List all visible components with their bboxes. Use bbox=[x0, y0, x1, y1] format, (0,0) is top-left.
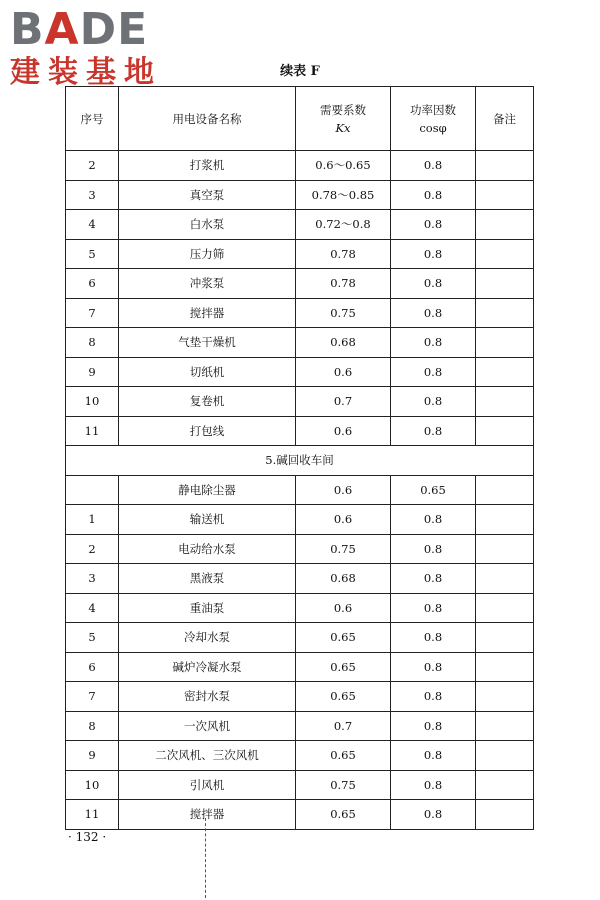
cell-name: 复卷机 bbox=[119, 387, 296, 417]
cell-kx: 0.75 bbox=[296, 534, 391, 564]
table-row bbox=[66, 239, 534, 269]
table-row bbox=[66, 357, 534, 387]
cell-name: 黑液泵 bbox=[119, 564, 296, 594]
cell-pf: 0.8 bbox=[391, 593, 476, 623]
cell-pf: 0.8 bbox=[391, 269, 476, 299]
table-row bbox=[66, 151, 534, 181]
cell-name: 气垫干燥机 bbox=[119, 328, 296, 358]
cell-note bbox=[476, 711, 534, 741]
cell-kx: 0.75 bbox=[296, 298, 391, 328]
cell-kx: 0.6 bbox=[296, 593, 391, 623]
table-title: 续表 F bbox=[280, 64, 320, 79]
cell-seq: 10 bbox=[66, 387, 119, 417]
cell-seq: 3 bbox=[66, 180, 119, 210]
cell-name: 碱炉冷凝水泵 bbox=[119, 652, 296, 682]
cell-pf: 0.8 bbox=[391, 357, 476, 387]
cell-seq: 9 bbox=[66, 357, 119, 387]
cell-name: 重油泵 bbox=[119, 593, 296, 623]
header-pf bbox=[391, 87, 476, 151]
table-row bbox=[66, 269, 534, 299]
cell-note bbox=[476, 298, 534, 328]
table-row bbox=[66, 505, 534, 535]
table-row bbox=[66, 416, 534, 446]
table-row bbox=[66, 652, 534, 682]
cell-note bbox=[476, 652, 534, 682]
cell-note bbox=[476, 357, 534, 387]
cell-kx: 0.7 bbox=[296, 387, 391, 417]
cell-kx: 0.78～0.85 bbox=[296, 180, 391, 210]
table-row bbox=[66, 475, 534, 505]
cell-kx: 0.6 bbox=[296, 475, 391, 505]
cell-pf: 0.8 bbox=[391, 770, 476, 800]
cell-kx: 0.6 bbox=[296, 357, 391, 387]
header-kx-label: 需要系数 bbox=[320, 102, 366, 117]
cell-seq: 7 bbox=[66, 682, 119, 712]
cell-name: 冷却水泵 bbox=[119, 623, 296, 653]
cell-note bbox=[476, 328, 534, 358]
cell-kx: 0.68 bbox=[296, 328, 391, 358]
section-row bbox=[66, 446, 534, 476]
cell-seq: 6 bbox=[66, 652, 119, 682]
cell-name: 冲浆泵 bbox=[119, 269, 296, 299]
cell-name: 一次风机 bbox=[119, 711, 296, 741]
table-row bbox=[66, 770, 534, 800]
cell-pf: 0.8 bbox=[391, 741, 476, 771]
header-name: 用电设备名称 bbox=[119, 87, 296, 151]
cell-note bbox=[476, 416, 534, 446]
table-row bbox=[66, 210, 534, 240]
cell-seq: 2 bbox=[66, 151, 119, 181]
cell-pf: 0.8 bbox=[391, 800, 476, 830]
header-seq: 序号 bbox=[66, 87, 119, 151]
cell-note bbox=[476, 210, 534, 240]
cell-pf: 0.8 bbox=[391, 239, 476, 269]
cell-seq: 11 bbox=[66, 800, 119, 830]
cell-note bbox=[476, 534, 534, 564]
cell-name: 压力筛 bbox=[119, 239, 296, 269]
cell-pf: 0.8 bbox=[391, 298, 476, 328]
scan-artifact-line bbox=[205, 818, 207, 898]
cell-note bbox=[476, 151, 534, 181]
header-row bbox=[66, 87, 534, 151]
cell-seq: 9 bbox=[66, 741, 119, 771]
cell-kx: 0.72～0.8 bbox=[296, 210, 391, 240]
cell-kx: 0.65 bbox=[296, 800, 391, 830]
cell-kx: 0.78 bbox=[296, 239, 391, 269]
cell-pf: 0.8 bbox=[391, 711, 476, 741]
table-row bbox=[66, 593, 534, 623]
table-body bbox=[66, 87, 534, 830]
cell-seq: 1 bbox=[66, 505, 119, 535]
cell-pf: 0.8 bbox=[391, 534, 476, 564]
cell-kx: 0.65 bbox=[296, 682, 391, 712]
cell-name: 静电除尘器 bbox=[119, 475, 296, 505]
page-number: · 132 · bbox=[68, 830, 107, 844]
cell-note bbox=[476, 475, 534, 505]
cell-pf: 0.8 bbox=[391, 564, 476, 594]
table-row bbox=[66, 564, 534, 594]
cell-pf: 0.65 bbox=[391, 475, 476, 505]
cell-seq bbox=[66, 475, 119, 505]
table-row bbox=[66, 387, 534, 417]
cell-name: 打包线 bbox=[119, 416, 296, 446]
cell-kx: 0.6 bbox=[296, 505, 391, 535]
logo-subtitle: 建装基地 bbox=[10, 55, 162, 90]
cell-seq: 4 bbox=[66, 593, 119, 623]
cell-seq: 8 bbox=[66, 328, 119, 358]
cell-name: 打浆机 bbox=[119, 151, 296, 181]
cell-seq: 5 bbox=[66, 623, 119, 653]
table-row bbox=[66, 623, 534, 653]
table-row bbox=[66, 711, 534, 741]
cell-name: 搅拌器 bbox=[119, 298, 296, 328]
cell-kx: 0.65 bbox=[296, 652, 391, 682]
data-table bbox=[65, 86, 534, 830]
cell-seq: 7 bbox=[66, 298, 119, 328]
cell-pf: 0.8 bbox=[391, 180, 476, 210]
cell-note bbox=[476, 770, 534, 800]
cell-seq: 6 bbox=[66, 269, 119, 299]
cell-pf: 0.8 bbox=[391, 682, 476, 712]
cell-pf: 0.8 bbox=[391, 328, 476, 358]
table-row bbox=[66, 328, 534, 358]
cell-kx: 0.6 bbox=[296, 416, 391, 446]
cell-pf: 0.8 bbox=[391, 652, 476, 682]
cell-kx: 0.68 bbox=[296, 564, 391, 594]
cell-seq: 8 bbox=[66, 711, 119, 741]
cell-name: 引风机 bbox=[119, 770, 296, 800]
cell-name: 搅拌器 bbox=[119, 800, 296, 830]
cell-pf: 0.8 bbox=[391, 623, 476, 653]
table-row bbox=[66, 180, 534, 210]
cell-pf: 0.8 bbox=[391, 151, 476, 181]
header-note: 备注 bbox=[476, 87, 534, 151]
cell-kx: 0.6～0.65 bbox=[296, 151, 391, 181]
cell-note bbox=[476, 269, 534, 299]
cell-name: 电动给水泵 bbox=[119, 534, 296, 564]
cell-pf: 0.8 bbox=[391, 210, 476, 240]
cell-name: 白水泵 bbox=[119, 210, 296, 240]
section-heading: 5.碱回收车间 bbox=[66, 446, 534, 476]
cell-note bbox=[476, 239, 534, 269]
cell-seq: 11 bbox=[66, 416, 119, 446]
header-kx bbox=[296, 87, 391, 151]
cell-seq: 5 bbox=[66, 239, 119, 269]
table-row bbox=[66, 741, 534, 771]
cell-note bbox=[476, 800, 534, 830]
cell-note bbox=[476, 623, 534, 653]
cell-name: 输送机 bbox=[119, 505, 296, 535]
cell-seq: 3 bbox=[66, 564, 119, 594]
logo-wordmark: BADE bbox=[10, 4, 149, 55]
table-row bbox=[66, 800, 534, 830]
cell-seq: 4 bbox=[66, 210, 119, 240]
cell-kx: 0.75 bbox=[296, 770, 391, 800]
table-row bbox=[66, 682, 534, 712]
cell-seq: 10 bbox=[66, 770, 119, 800]
cell-kx: 0.65 bbox=[296, 741, 391, 771]
cell-name: 真空泵 bbox=[119, 180, 296, 210]
cell-kx: 0.78 bbox=[296, 269, 391, 299]
cell-pf: 0.8 bbox=[391, 416, 476, 446]
cell-kx: 0.7 bbox=[296, 711, 391, 741]
cell-name: 密封水泵 bbox=[119, 682, 296, 712]
cell-name: 切纸机 bbox=[119, 357, 296, 387]
header-pf-symbol: cosφ bbox=[419, 120, 447, 135]
cell-note bbox=[476, 741, 534, 771]
cell-note bbox=[476, 564, 534, 594]
cell-seq: 2 bbox=[66, 534, 119, 564]
cell-note bbox=[476, 505, 534, 535]
cell-note bbox=[476, 593, 534, 623]
cell-pf: 0.8 bbox=[391, 387, 476, 417]
header-kx-symbol: Kx bbox=[335, 120, 351, 135]
cell-kx: 0.65 bbox=[296, 623, 391, 653]
table-row bbox=[66, 298, 534, 328]
cell-note bbox=[476, 180, 534, 210]
cell-name: 二次风机、三次风机 bbox=[119, 741, 296, 771]
header-pf-label: 功率因数 bbox=[410, 102, 456, 117]
cell-pf: 0.8 bbox=[391, 505, 476, 535]
table-row bbox=[66, 534, 534, 564]
cell-note bbox=[476, 682, 534, 712]
cell-note bbox=[476, 387, 534, 417]
